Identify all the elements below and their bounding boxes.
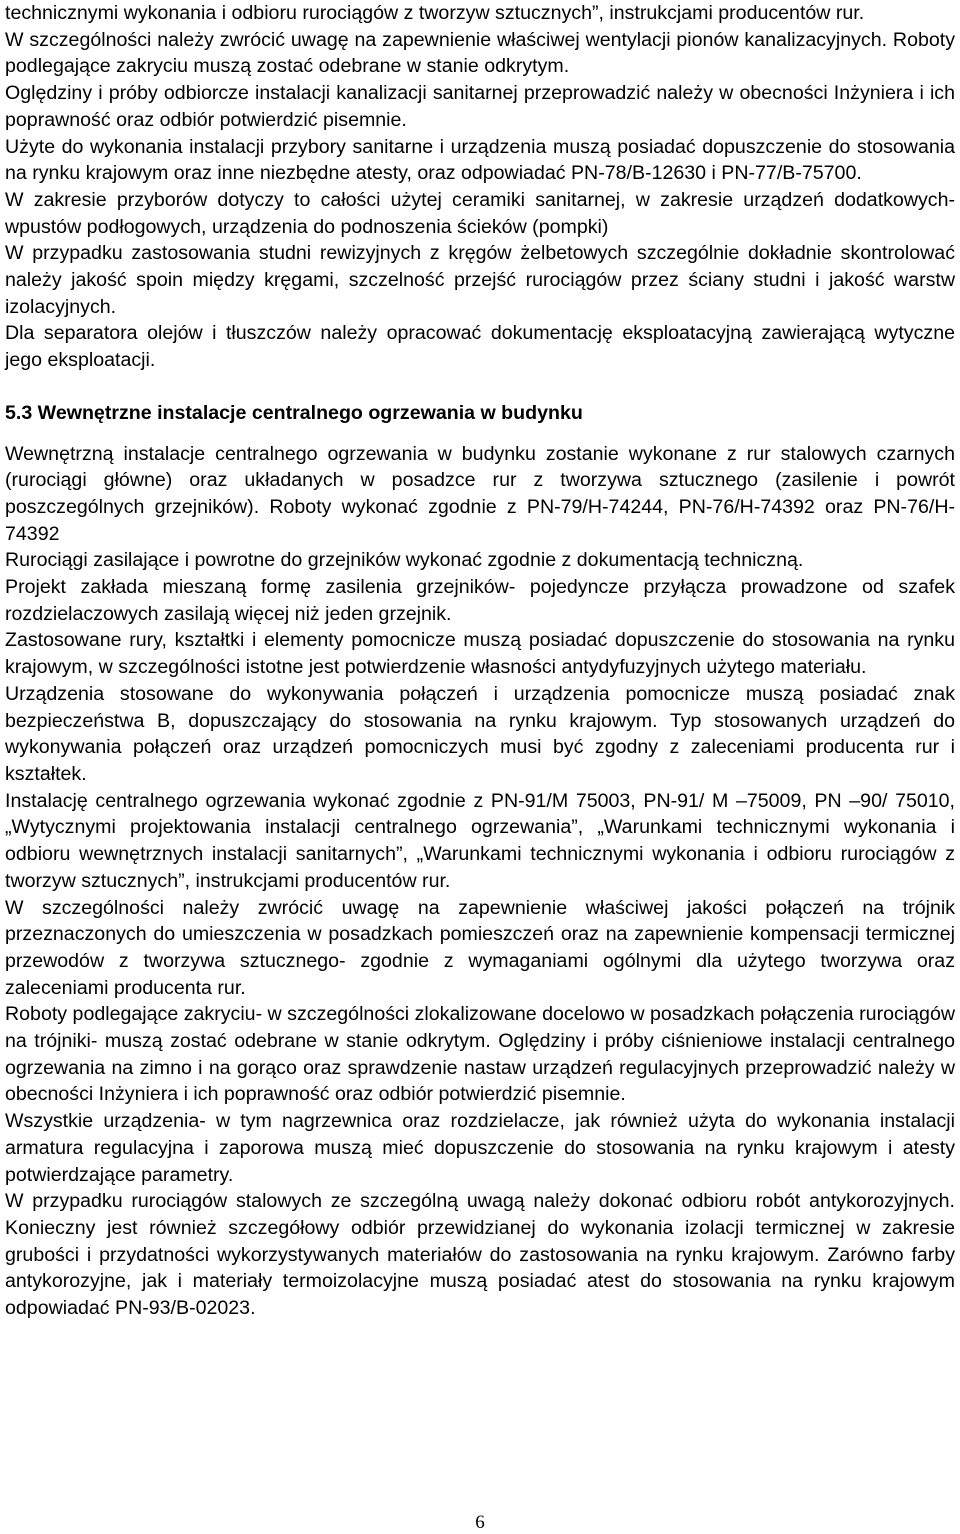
paragraph: W szczególności należy zwrócić uwagę na zapewnienie właściwej jakości połączeń na trójnik przeznaczonych do umieszczenia w posadzkach pomieszczeń oraz na zapewnienie kompensacji termicznej przewodów z tworzywa sztucznego- zgodnie z wymaganiami ogólnymi dla użytego tworzywa oraz zaleceniami producenta rur. <box>5 896 955 999</box>
document-page <box>5 0 955 1322</box>
paragraph: Oględziny i próby odbiorcze instalacji kanalizacji sanitarnej przeprowadzić należy w obecności Inżyniera i ich poprawność oraz odbiór potwierdzić pisemnie. <box>5 82 955 131</box>
paragraph: W szczególności należy zwrócić uwagę na zapewnienie właściwej wentylacji pionów kanalizacyjnych. Roboty podlegające zakryciu muszą zostać odebrane w stanie odkrytym. <box>5 28 955 78</box>
page-number: 6 <box>475 1512 485 1533</box>
paragraph: Zastosowane rury, kształtki i elementy pomocnicze muszą posiadać dopuszczenie do stosowania na rynku krajowym, w szczególności istotne jest potwierdzenie własności antydyfuzyjnych użytego materiału. <box>5 629 955 679</box>
paragraph: technicznymi wykonania i odbioru rurociągów z tworzyw sztucznych”, instrukcjami producentów rur. <box>5 2 865 24</box>
section-heading: 5.3 Wewnętrzne instalacje centralnego ogrzewania w budynku <box>5 401 583 424</box>
paragraph: Projekt zakłada mieszaną formę zasilenia grzejników- pojedyncze przyłącza prowadzone od szafek rozdzielaczowych zasilają więcej niż jeden grzejnik. <box>5 576 955 625</box>
paragraph: Rurociągi zasilające i powrotne do grzejników wykonać zgodnie z dokumentacją techniczną. <box>5 549 804 572</box>
paragraph: Wewnętrzną instalacje centralnego ogrzewania w budynku zostanie wykonane z rur stalowych czarnych (rurociągi główne) oraz układanych w posadzce rur z tworzywa sztucznego (zasilenie i powrót poszczególnych grzejników). Roboty wykonać zgodnie z PN-79/H-74244, PN-76/H-74392 oraz PN-76/H-74392 <box>5 442 955 545</box>
paragraph: Użyte do wykonania instalacji przybory sanitarne i urządzenia muszą posiadać dopuszczenie do stosowania na rynku krajowym oraz inne niezbędne atesty, oraz odpowiadać PN-78/B-12630 i PN-77/B-75700. <box>5 135 955 185</box>
paragraph: W zakresie przyborów dotyczy to całości użytej ceramiki sanitarnej, w zakresie urządzeń dodatkowych- wpustów podłogowych, urządzenia do podnoszenia ścieków (pompki) <box>5 188 955 238</box>
paragraph: Urządzenia stosowane do wykonywania połączeń i urządzenia pomocnicze muszą posiadać znak bezpieczeństwa B, dopuszczający do stosowania na rynku krajowym. Typ stosowanych urządzeń do wykonywania połączeń oraz urządzeń pomocniczych musi być zgodny z zaleceniami producenta rur i kształtek. <box>5 682 955 785</box>
paragraph: Wszystkie urządzenia- w tym nagrzewnica oraz rozdzielacze, jak również użyta do wykonania instalacji armatura regulacyjna i zaporowa muszą mieć dopuszczenie do stosowania na rynku krajowym i atesty potwierdzające parametry. <box>5 1110 955 1186</box>
paragraph: Instalację centralnego ogrzewania wykonać zgodnie z PN-91/M 75003, PN-91/ M –75009, PN –90/ 75010, „Wytycznymi projektowania instalacji centralnego ogrzewania”, „Warunkami technicznymi wykonania i odbioru wewnętrznych instalacji sanitarnych”, „Warunkami technicznymi wykonania i odbioru rurociągów z tworzyw sztucznych”, instrukcjami producentów rur. <box>5 789 955 892</box>
paragraph: W przypadku zastosowania studni rewizyjnych z kręgów żelbetowych szczególnie dokładnie skontrolować należy jakość spoin między kręgami, szczelność przejść rurociągów przez ściany studni i jakość warstw izolacyjnych. <box>5 242 955 318</box>
paragraph: W przypadku rurociągów stalowych ze szczególną uwagą należy dokonać odbioru robót antykorozyjnych. Konieczny jest również szczegółowy odbiór przewidzianej do wykonania izolacji termicznej w zakresie grubości i przydatności wykorzystywanych materiałów do zastosowania na rynku krajowym. Zarówno farby antykorozyjne, jak i materiały termoizolacyjne muszą posiadać atest do stosowania na rynku krajowym odpowiadać PN-93/B-02023. <box>5 1190 955 1320</box>
paragraph: Dla separatora olejów i tłuszczów należy opracować dokumentację eksploatacyjną zawierającą wytyczne jego eksploatacji. <box>5 322 955 372</box>
paragraph: Roboty podlegające zakryciu- w szczególności zlokalizowane docelowo w posadzkach połączenia rurociągów na trójniki- muszą zostać odebrane w stanie odkrytym. Oględziny i próby ciśnieniowe instalacji centralnego ogrzewania na zimno i na gorąco oraz sprawdzenie nastaw urządzeń regulacyjnych przeprowadzić należy w obecności Inżyniera i ich poprawność oraz odbiór potwierdzić pisemnie. <box>5 1003 955 1106</box>
